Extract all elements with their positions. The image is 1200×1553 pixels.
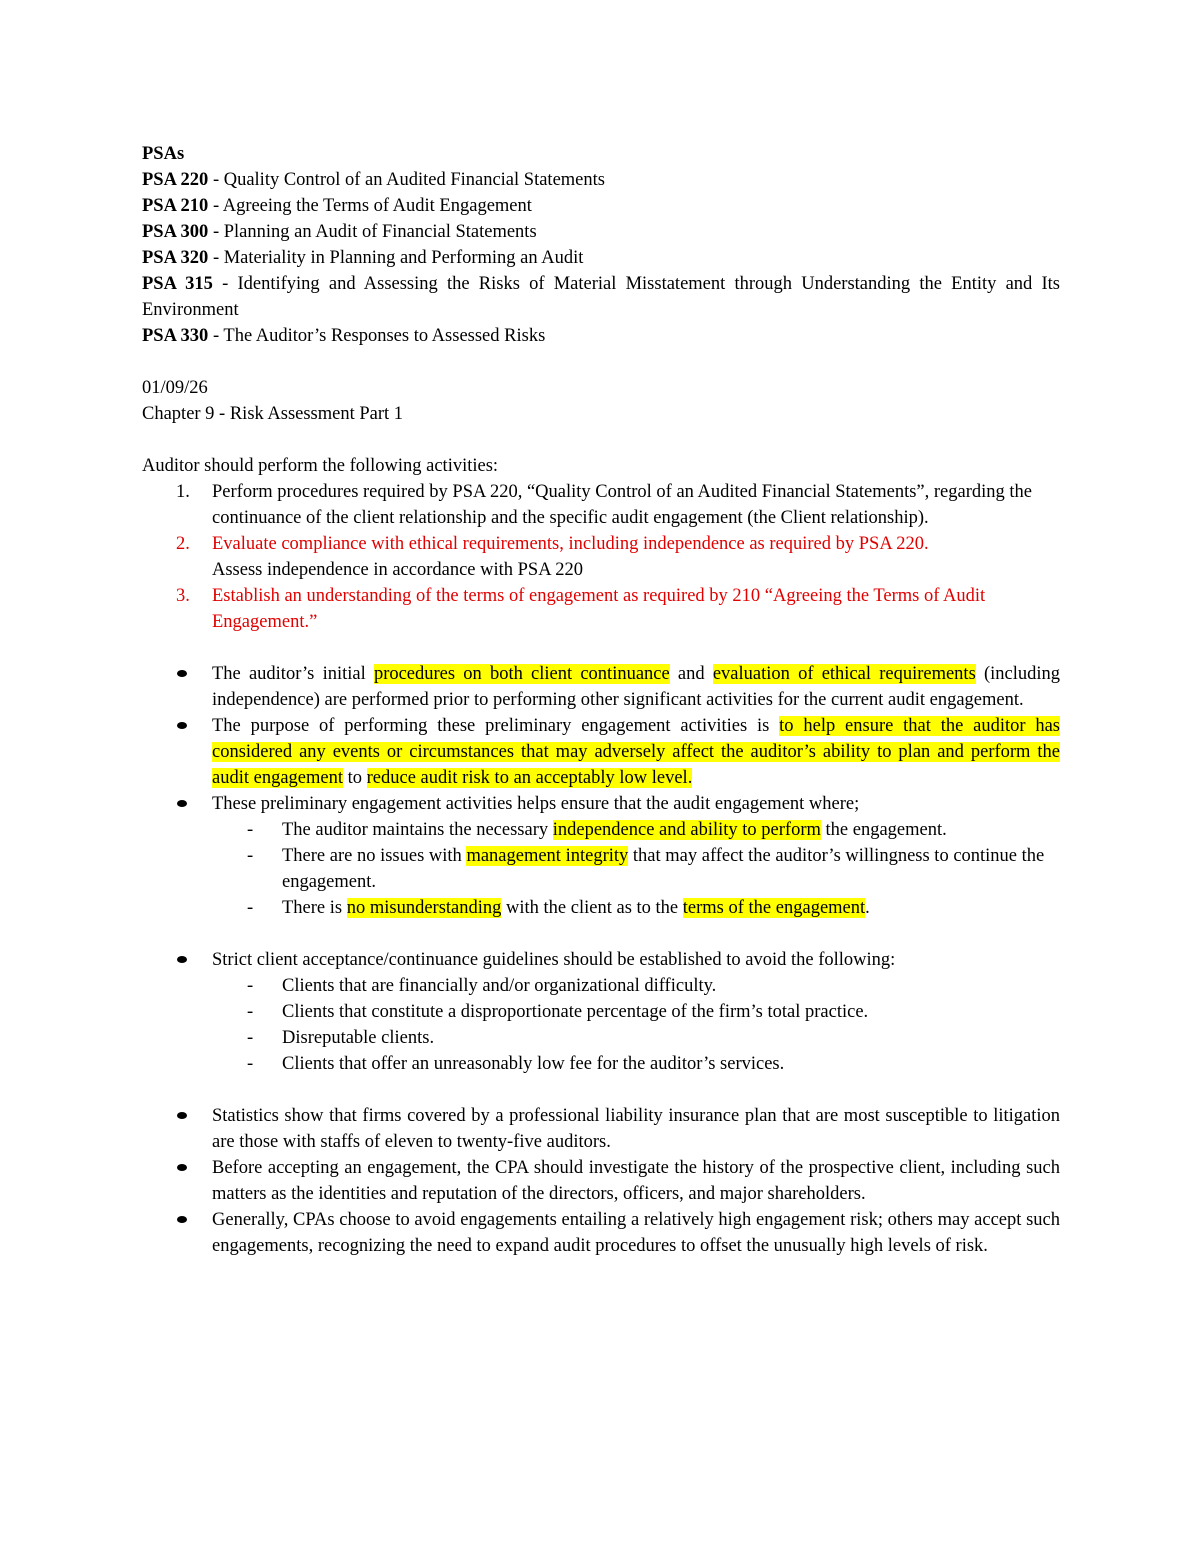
highlight: management integrity [466, 846, 629, 866]
sub-item: - There are no issues with management integrity that may affect the auditor’s willingness to continue the engagement. [142, 843, 1060, 895]
bullet-item: The auditor’s initial procedures on both client continuance and evaluation of ethical requirements (including independence) are performed prior to performing other significant activities for the current audit engagement. [212, 664, 1061, 710]
item-number: 2. [176, 534, 190, 554]
dash-marker: - [247, 1054, 254, 1074]
bullet-item: Statistics show that firms covered by a professional liability insurance plan that are most susceptible to litigation are those with staffs of eleven to twenty-five auditors. [212, 1106, 1060, 1152]
dash-marker: - [247, 846, 254, 866]
highlight: procedures on both client continuance [373, 664, 670, 684]
sub-item: - The auditor maintains the necessary independence and ability to perform the engagement. [142, 817, 1060, 843]
dash-marker: - [247, 976, 254, 996]
activity-item: 1. Perform procedures required by PSA 220, “Quality Control of an Audited Financial Statements”, regarding the continuance of the client relationship and the specific audit engagement (the Client relationship). [142, 479, 1060, 531]
activities-intro: Auditor should perform the following activities: [142, 456, 499, 476]
item-number: 1. [176, 482, 190, 502]
dash-marker: - [247, 1002, 254, 1022]
psa-item: PSA 210 - Agreeing the Terms of Audit Engagement [142, 196, 532, 216]
psa-item: PSA 320 - Materiality in Planning and Performing an Audit [142, 248, 584, 268]
highlight: reduce audit risk to an acceptably low level. [366, 768, 693, 788]
bullet-item: Before accepting an engagement, the CPA should investigate the history of the prospective client, including such matters as the identities and reputation of the directors, officers, and major shareholders. [212, 1158, 1060, 1204]
sub-item: - Disreputable clients. [142, 1025, 1060, 1051]
psa-item: PSA 220 - Quality Control of an Audited Financial Statements [142, 170, 605, 190]
sub-item: - Clients that are financially and/or organizational difficulty. [142, 973, 1060, 999]
bullet-item: Generally, CPAs choose to avoid engagements entailing a relatively high engagement risk; others may accept such engagements, recognizing the need to expand audit procedures to offset the unusually high levels of risk. [212, 1210, 1060, 1256]
document-body [142, 141, 1060, 1259]
highlight: independence and ability to perform [552, 820, 821, 840]
psa-item: PSA 300 - Planning an Audit of Financial Statements [142, 222, 537, 242]
highlight: terms of the engagement [682, 898, 866, 918]
highlight: evaluation of ethical requirements [712, 664, 976, 684]
psa-item: PSA 315 - Identifying and Assessing the Risks of Material Misstatement through Understanding the Entity and Its Environment [142, 274, 1060, 320]
sub-item: - There is no misunderstanding with the client as to the terms of the engagement. [142, 895, 1060, 921]
bullet-item: The purpose of performing these preliminary engagement activities is to help ensure that the auditor has considered any events or circumstances that may adversely affect the auditor’s ability to plan and perform the audit engagement to reduce audit risk to an acceptably low level. [212, 716, 1060, 788]
chapter-title: Chapter 9 - Risk Assessment Part 1 [142, 404, 404, 424]
activity-item: 2. Evaluate compliance with ethical requirements, including independence as required by PSA 220. Assess independence in accordance with PSA 220 [142, 531, 1060, 583]
activity-item: 3. Establish an understanding of the terms of engagement as required by 210 “Agreeing the Terms of Audit Engagement.” [142, 583, 1060, 635]
sub-item: - Clients that offer an unreasonably low fee for the auditor’s services. [142, 1051, 1060, 1077]
bullet-item: Strict client acceptance/continuance guidelines should be established to avoid the following: [212, 950, 896, 970]
psa-item: PSA 330 - The Auditor’s Responses to Assessed Risks [142, 326, 546, 346]
dash-marker: - [247, 1028, 254, 1048]
highlight: no misunderstanding [346, 898, 502, 918]
psa-heading: PSAs [142, 144, 185, 164]
date-line: 01/09/26 [142, 378, 208, 398]
dash-marker: - [247, 898, 254, 918]
item-number: 3. [176, 586, 190, 606]
sub-item: - Clients that constitute a disproportionate percentage of the firm’s total practice. [142, 999, 1060, 1025]
bullet-item: These preliminary engagement activities helps ensure that the audit engagement where; [212, 794, 860, 814]
highlight: to help ensure that the auditor has considered any events or circumstances that may adversely affect the auditor’s ability to plan and perform the audit engagement [212, 716, 1060, 788]
dash-marker: - [247, 820, 254, 840]
